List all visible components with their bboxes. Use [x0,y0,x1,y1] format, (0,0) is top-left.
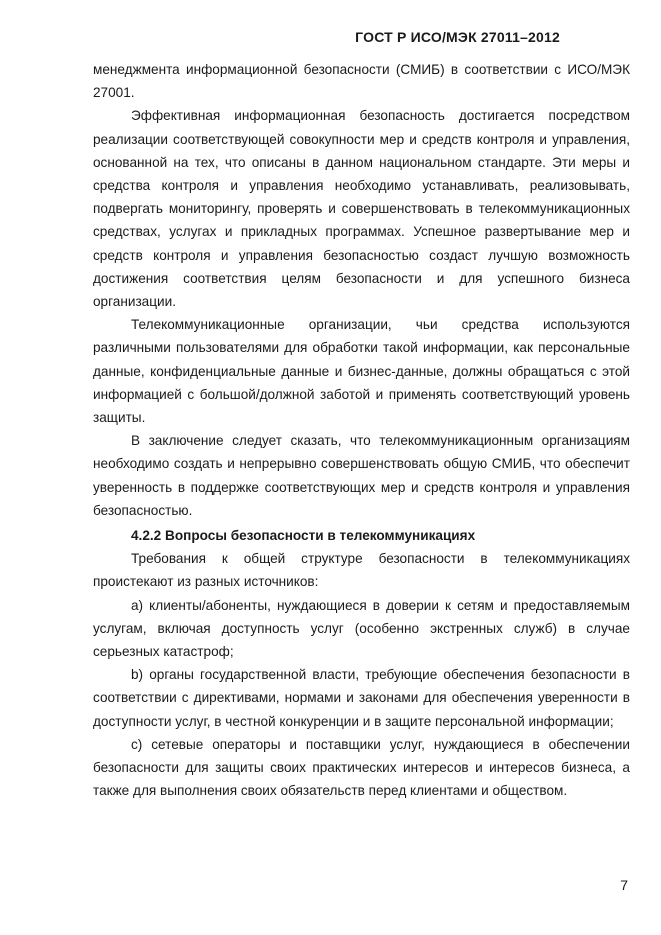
paragraph-effective-security: Эффективная информационная безопасность достигается посредством реализации соответствующей совокупности мер и средств контроля и управления, основанной на тех, что описаны в данном национальном стандарте. Эти меры и средства контроля и управления необходимо устанавливать, реализовывать, подвергать мониторингу, проверять и совершенствовать в телекоммуникационных средствах, услугах и прикладных программах. Успешное развертывание мер и средств контроля и управления безопасностью создаст лучшую возможность достижения соответствия целям безопасности и для успешного бизнеса организации. [93,108,630,310]
list-item-b: b) органы государственной власти, требующие обеспечения безопасности в соответствии с директивами, нормами и законами для обеспечения уверенности в доступности услуг, в честной конкуренции и в защите персональной информации; [93,667,630,729]
document-body [93,58,630,803]
paragraph-continued: менеджмента информационной безопасности (СМИБ) в соответствии с ИСО/МЭК 27001. [93,62,630,101]
section-intro: Требования к общей структуре безопасности в телекоммуникациях проистекают из разных источников: [93,551,630,590]
section-heading: 4.2.2 Вопросы безопасности в телекоммуникациях [131,528,476,544]
document-header: ГОСТ Р ИСО/МЭК 27011–2012 [355,29,560,45]
list-item-a: а) клиенты/абоненты, нуждающиеся в доверии к сетям и предоставляемым услугам, включая доступность услуг (особенно экстренных служб) в случае серьезных катастроф; [93,597,630,660]
paragraph-conclusion: В заключение следует сказать, что телекоммуникационным организациям необходимо создать и непрерывно совершенствовать общую СМИБ, что обеспечит уверенность в поддержке соответствующих мер и средств контроля и управления безопасностью. [93,433,630,518]
page-number: 7 [620,877,628,893]
list-item-c: с) сетевые операторы и поставщики услуг, нуждающиеся в обеспечении безопасности для защиты своих практических интересов и интересов бизнеса, а также для выполнения своих обязательств перед клиентами и обществом. [93,736,630,799]
paragraph-telecom-organizations: Телекоммуникационные организации, чьи средства используются различными пользователями для обработки такой информации, как персональные данные, конфиденциальные данные и бизнес-данные, должны обращаться с этой информацией с большой/должной заботой и применять соответствующий уровень защиты. [93,317,630,426]
